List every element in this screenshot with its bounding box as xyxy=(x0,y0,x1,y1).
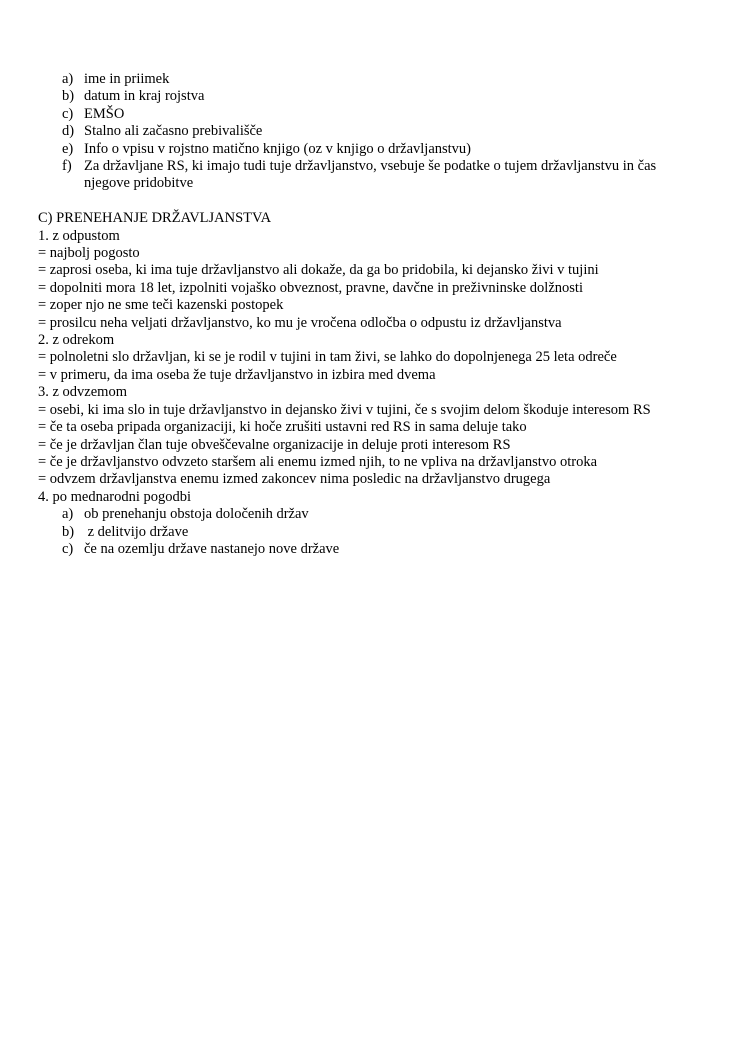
list-bottom xyxy=(38,506,718,558)
list-text: datum in kraj rojstva xyxy=(84,88,205,105)
spacer xyxy=(38,193,718,210)
body-lines xyxy=(38,228,718,507)
list-text: z delitvijo države xyxy=(84,523,189,540)
subsection-heading: 4. po mednarodni pogodbi xyxy=(38,488,192,505)
subsection-heading: 2. z odrekom xyxy=(38,332,115,349)
list-text: če na ozemlju države nastanejo nove države xyxy=(84,540,340,557)
list-item xyxy=(38,106,718,123)
list-item xyxy=(38,506,718,523)
list-marker: d) xyxy=(62,123,75,140)
text-line: = če je državljanstvo odvzeto staršem ali enemu izmed njih, to ne vpliva na državljanstvo otroka xyxy=(38,453,598,470)
list-marker: c) xyxy=(62,105,74,122)
list-marker: a) xyxy=(62,506,74,523)
document-page xyxy=(38,71,718,558)
text-line: = odvzem državljanstva enemu izmed zakoncev nima posledic na državljanstvo drugega xyxy=(38,471,551,488)
list-marker: f) xyxy=(62,158,72,175)
text-line: = v primeru, da ima oseba že tuje državljanstvo in izbira med dvema xyxy=(38,366,436,383)
text-line: = najbolj pogosto xyxy=(38,245,140,262)
list-top xyxy=(38,71,718,193)
list-text: EMŠO xyxy=(84,105,125,122)
list-item xyxy=(38,158,718,193)
list-item xyxy=(38,123,718,140)
list-text: ob prenehanju obstoja določenih držav xyxy=(84,506,309,523)
list-item xyxy=(38,541,718,558)
list-item xyxy=(38,524,718,541)
list-text: Info o vpisu v rojstno matično knjigo (oz v knjigo o državljanstvu) xyxy=(84,140,472,157)
text-line: = osebi, ki ima slo in tuje državljanstvo in dejansko živi v tujini, če s svojim delom škoduje interesom RS xyxy=(38,401,651,418)
list-text: Za državljane RS, ki imajo tudi tuje državljanstvo, vsebuje še podatke o tujem državljanstvu in čas njegove pridobitve xyxy=(84,158,657,192)
text-line: = polnoletni slo državljan, ki se je rodil v tujini in tam živi, se lahko do dopolnjenega 25 leta odreče xyxy=(38,349,617,366)
list-text: Stalno ali začasno prebivališče xyxy=(84,123,263,140)
text-line: = dopolniti mora 18 let, izpolniti vojaško obveznost, pravne, davčne in preživninske dolžnosti xyxy=(38,279,583,296)
list-text: ime in priimek xyxy=(84,71,170,87)
list-marker: b) xyxy=(62,88,75,105)
list-marker: b) xyxy=(62,523,75,540)
subsection-heading: 1. z odpustom xyxy=(38,227,120,244)
list-marker: e) xyxy=(62,140,74,157)
list-item xyxy=(38,88,718,105)
subsection-heading: 3. z odvzemom xyxy=(38,384,127,401)
list-item xyxy=(38,71,718,88)
list-marker: c) xyxy=(62,540,74,557)
section-title: C) PRENEHANJE DRŽAVLJANSTVA xyxy=(38,210,272,227)
text-line: = zoper njo ne sme teči kazenski postopek xyxy=(38,297,284,314)
text-line: = če ta oseba pripada organizaciji, ki hoče zrušiti ustavni red RS in sama deluje tako xyxy=(38,419,527,436)
text-line: = zaprosi oseba, ki ima tuje državljanstvo ali dokaže, da ga bo pridobila, ki dejansko živi v tujini xyxy=(38,262,599,279)
list-marker: a) xyxy=(62,71,74,87)
text-line: = če je državljan član tuje obveščevalne organizacije in deluje proti interesom RS xyxy=(38,436,511,453)
list-item xyxy=(38,141,718,158)
text-line: = prosilcu neha veljati državljanstvo, ko mu je vročena odločba o odpustu iz državljanstva xyxy=(38,314,562,331)
